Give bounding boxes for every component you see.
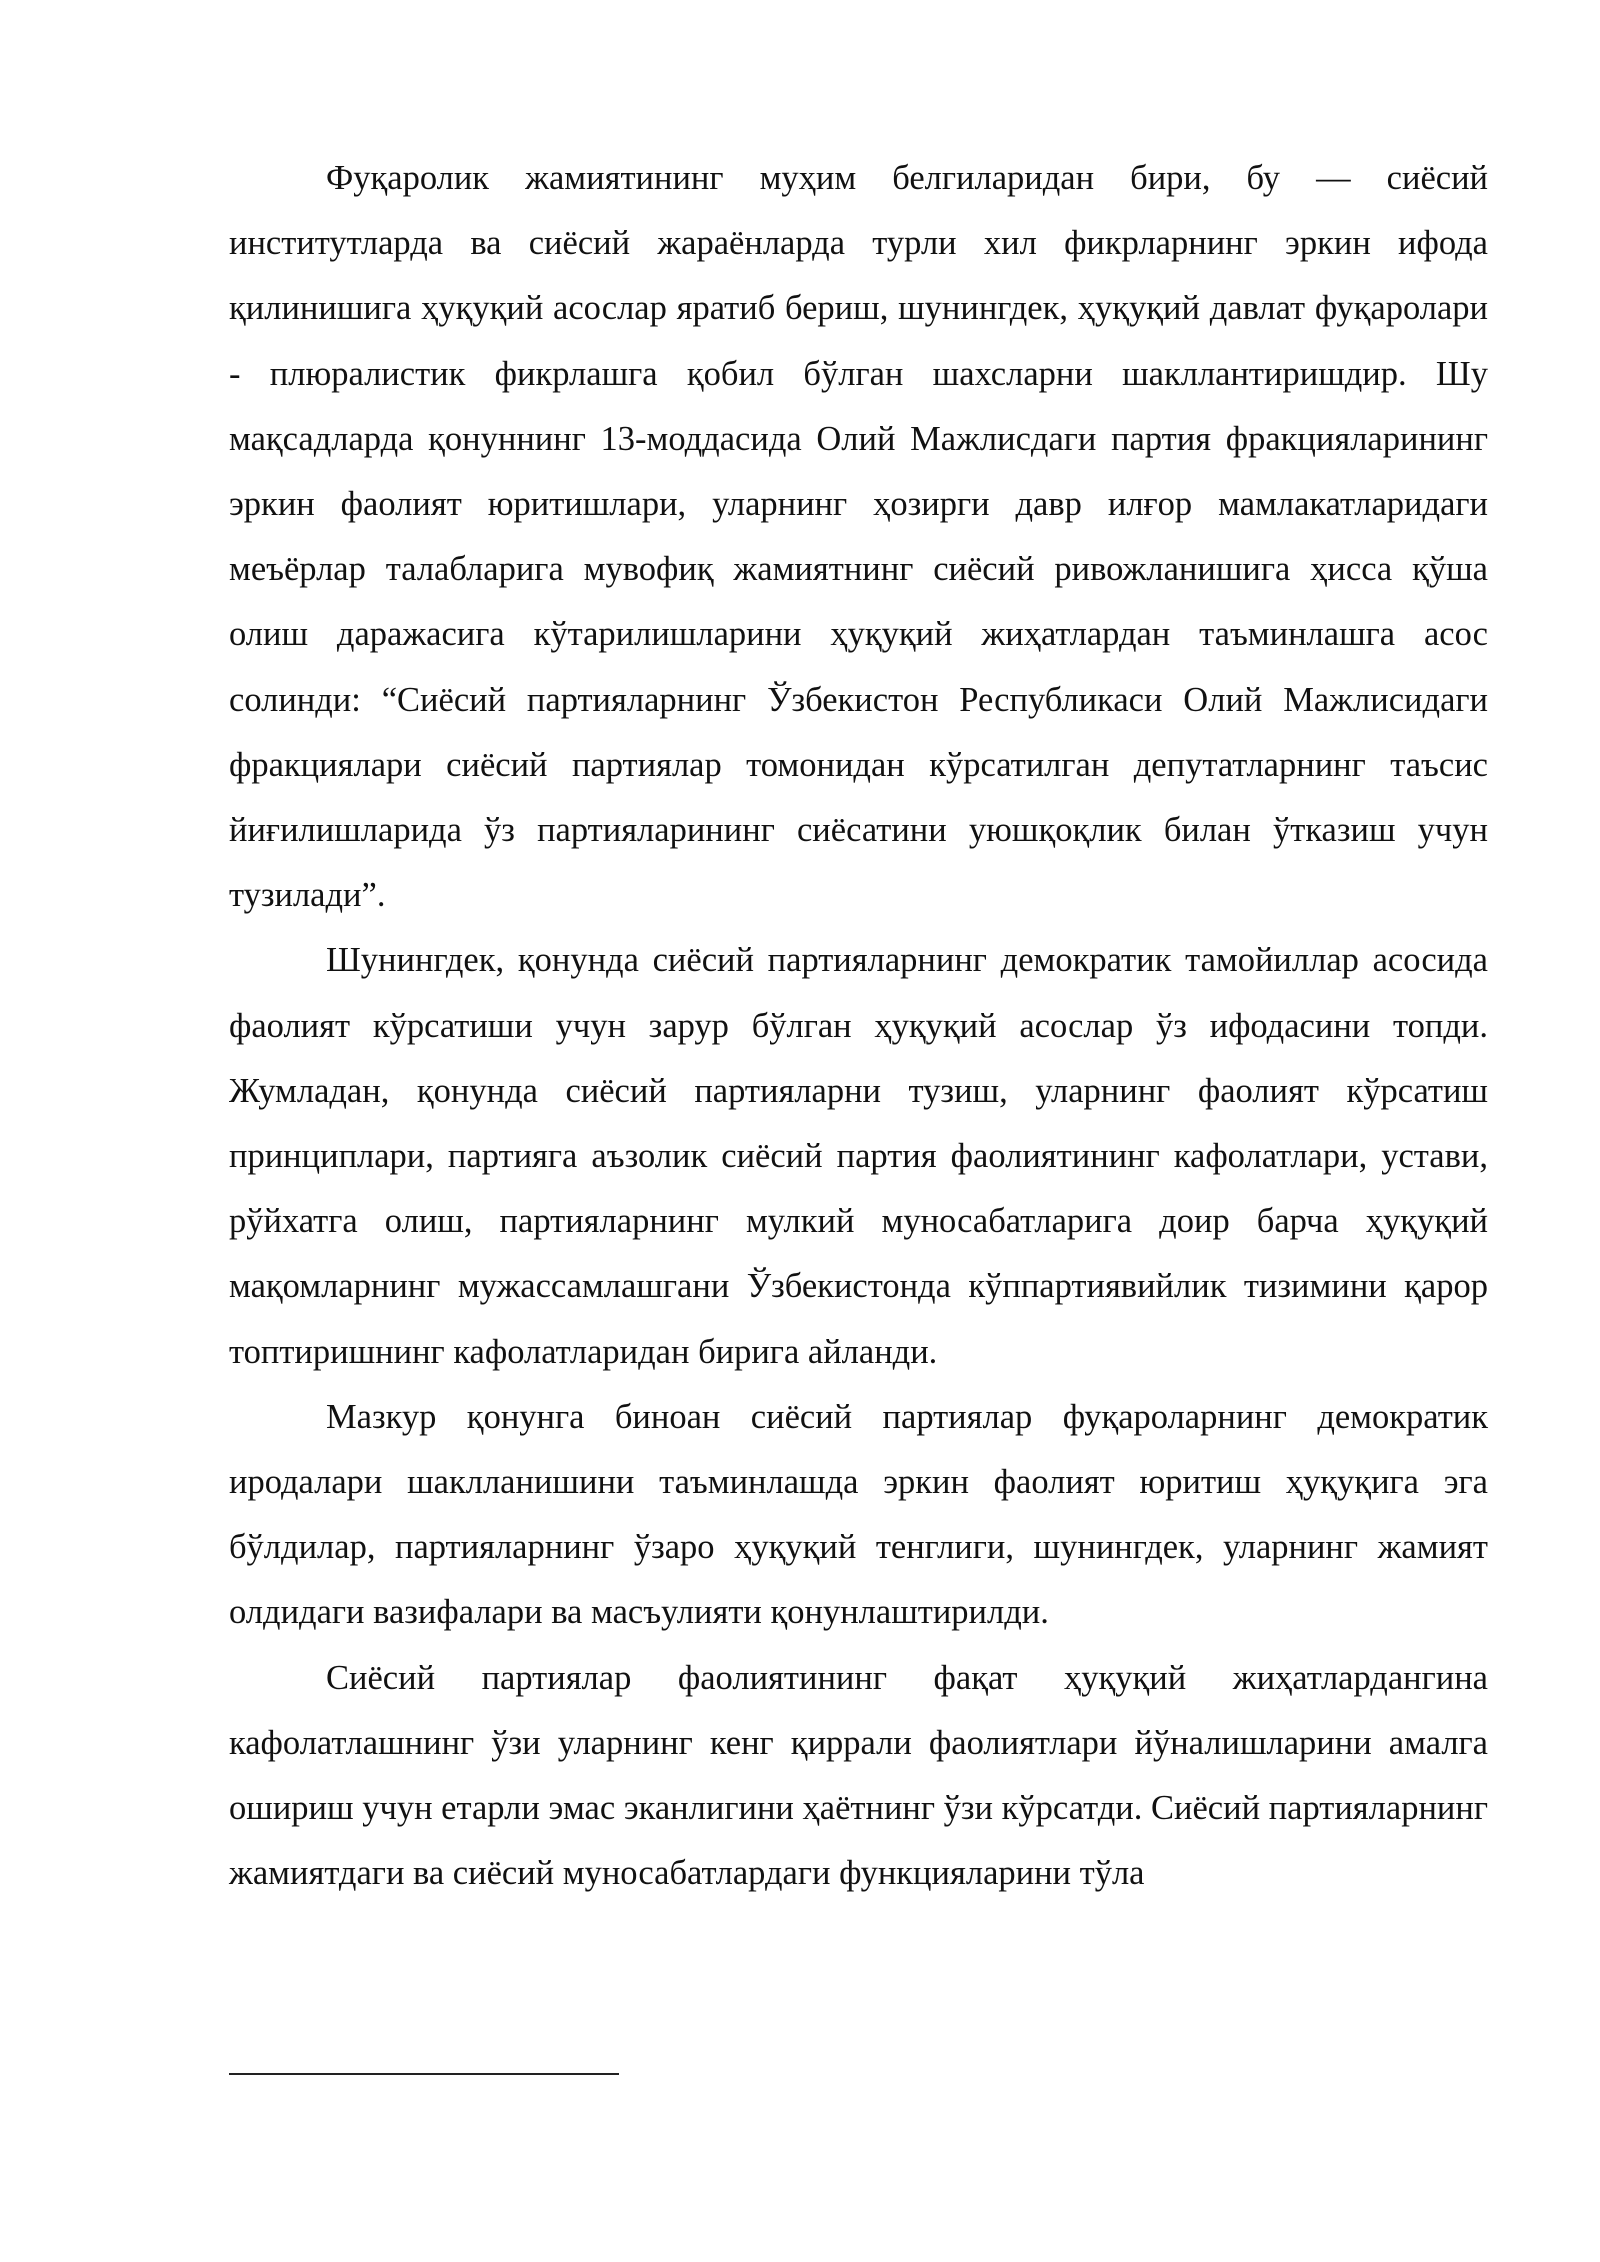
paragraph-2: Шунингдек, қонунда сиёсий партияларнинг демократик тамойиллар асосида фаолият кўрсатиши учун зарур бўлган ҳуқуқий асослар ўз ифодасини топди. Жумладан, қонунда сиёсий партияларни тузиш, уларнинг фаолият кўрсатиш принциплари, партияга аъзолик сиёсий партия фаолиятининг кафолатлари, устави, рўйхатга олиш, партияларнинг мулкий муносабатларига доир барча ҳуқуқий мақомларнинг мужассамлашгани Ўзбекистонда кўппартиявийлик тизимини қарор топтиришнинг кафолатларидан бирига айланди. xyxy=(229,941,1488,1371)
paragraph-4: Сиёсий партиялар фаолиятининг фақат ҳуқуқий жиҳатлардангина кафолатлашнинг ўзи уларнинг кенг қиррали фаолиятлари йўналишларини амалга ошириш учун етарли эмас эканлигини ҳаётнинг ўзи кўрсатди. Сиёсий партияларнинг жамиятдаги ва сиёсий муносабатлардаги функцияларини тўла xyxy=(229,1658,1488,1893)
footnote-separator xyxy=(229,2073,619,2075)
document-body xyxy=(229,146,1488,1906)
paragraph-1: Фуқаролик жамиятининг муҳим белгиларидан бири, бу — сиёсий институтларда ва сиёсий жараёнларда турли хил фикрларнинг эркин ифода қилинишига ҳуқуқий асослар яратиб бериш, шунингдек, ҳуқуқий давлат фуқаролари - плюралистик фикрлашга қобил бўлган шахсларни шакллантиришдир. Шу мақсадларда қонуннинг 13-моддасида Олий Мажлисдаги партия фракцияларининг эркин фаолият юритишлари, уларнинг ҳозирги давр илғор мамлакатларидаги меъёрлар талабларига мувофиқ жамиятнинг сиёсий ривожланишига ҳисса қўша олиш даражасига кўтарилишларини ҳуқуқий жиҳатлардан таъминлашга асос солинди: “Сиёсий партияларнинг Ўзбекистон Республикаси Олий Мажлисидаги фракциялари сиёсий партиялар томонидан кўрсатилган депутатларнинг таъсис йиғилишларида ўз партияларининг сиёсатини уюшқоқлик билан ўтказиш учун тузилади”. xyxy=(229,159,1488,915)
paragraph-3: Мазкур қонунга биноан сиёсий партиялар фуқароларнинг демократик иродалари шаклланишини таъминлашда эркин фаолият юритиш ҳуқуқига эга бўлдилар, партияларнинг ўзаро ҳуқуқий тенглиги, шунингдек, уларнинг жамият олдидаги вазифалари ва масъулияти қонунлаштирилди. xyxy=(229,1397,1488,1632)
